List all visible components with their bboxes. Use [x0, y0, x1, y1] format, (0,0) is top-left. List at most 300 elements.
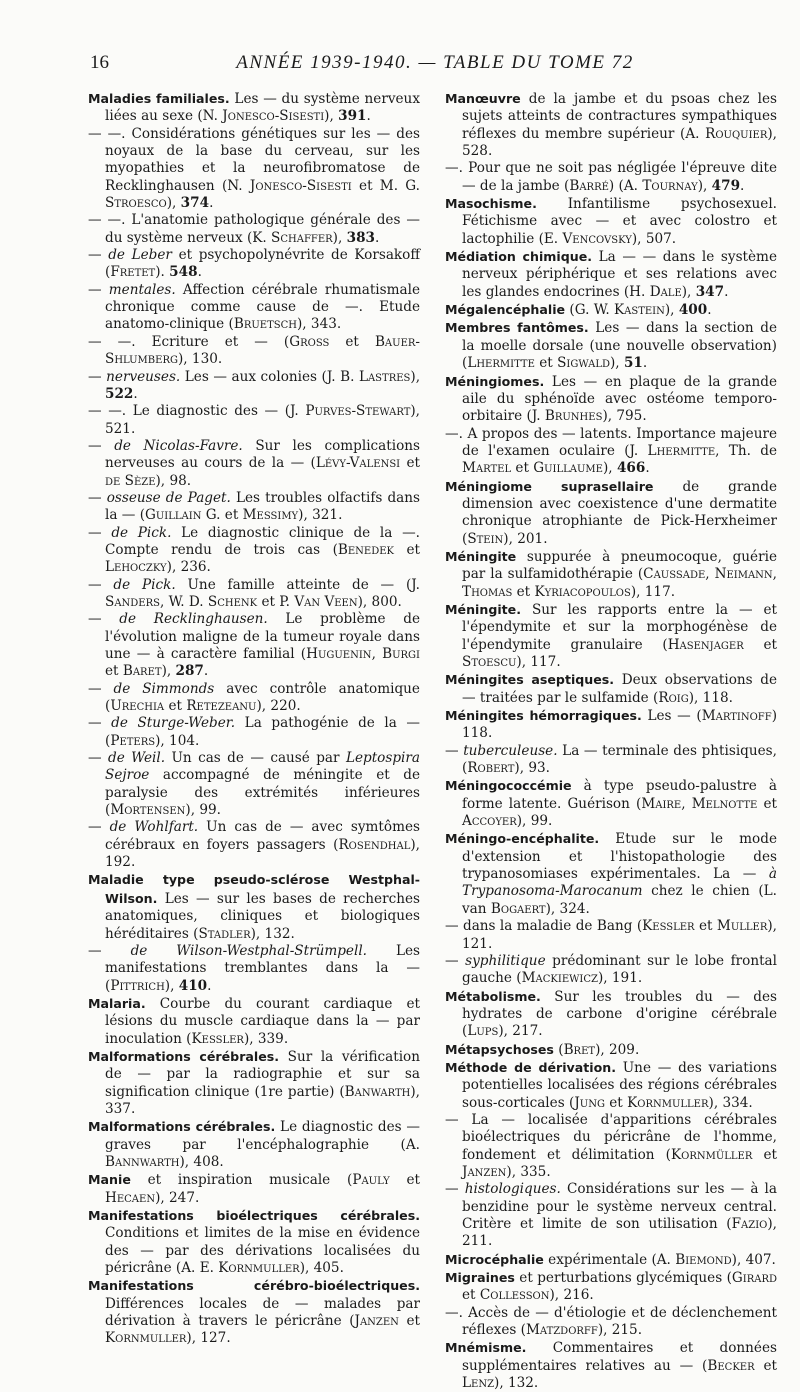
entry-text: Lhermitte [467, 355, 535, 372]
entry-text: Kessler [191, 1030, 244, 1047]
entry-text: de Recklinghausen. [119, 611, 268, 628]
entry-text: 391 [338, 108, 367, 125]
index-entry [445, 248, 777, 301]
entry-text: Brunhes [544, 408, 603, 425]
entry-text: de Pick. [113, 576, 176, 593]
entry-text: Messimy [242, 507, 299, 524]
entry-text: ), 130. [177, 351, 223, 368]
entry-text: de Weil. [108, 750, 166, 767]
entry-text: Hasenjager [667, 636, 744, 653]
entry-text: ), 99. [185, 802, 221, 819]
index-entry [88, 1048, 420, 1118]
page-header [90, 52, 780, 76]
entry-text: — [88, 281, 109, 298]
entry-headword: Malaria. [88, 995, 146, 1011]
index-entry [88, 490, 420, 525]
entry-text: et [754, 1357, 777, 1374]
entry-text: Sanders [105, 593, 160, 610]
entry-text: . [375, 229, 380, 246]
entry-text: 410 [178, 977, 208, 994]
index-entry [445, 1181, 777, 1250]
entry-text: Thomas [462, 583, 513, 600]
entry-headword: Médiation chimique. [445, 249, 593, 265]
entry-text: et [400, 455, 420, 472]
entry-text: Huguenin [306, 646, 372, 662]
entry-text: , Th. de [715, 442, 777, 459]
entry-text: Lenz [462, 1375, 495, 1392]
entry-text: Lastres [358, 368, 411, 385]
entry-text: — [445, 742, 464, 759]
entry-text: . [133, 385, 138, 402]
entry-text: Jung [574, 1094, 605, 1111]
entry-text: ), 795. [602, 408, 647, 425]
entry-text: ), 99. [516, 813, 553, 830]
entry-headword: Méningococcémie [445, 778, 572, 794]
entry-text: ( [553, 1041, 564, 1058]
entry-text: , W. D. [159, 593, 208, 610]
entry-text: Kornmuller [627, 1094, 709, 1111]
entry-text: Kyriacopoulos [534, 583, 631, 600]
entry-text: ), 93. [514, 760, 550, 777]
entry-text: Rouquier [705, 125, 768, 142]
entry-text: Schenk [207, 593, 258, 610]
entry-headword: Méningite. [445, 601, 521, 617]
entry-text: — [88, 750, 108, 767]
entry-text: ), [664, 302, 679, 319]
entry-text: Stadler [198, 925, 251, 942]
entry-text: de Leber [108, 247, 172, 264]
entry-text: Considérations sur les — à la benzidine pour le système nerveux central. Critère et limite de son utilisation ( [462, 1181, 777, 1232]
entry-text: ), 192. [105, 836, 420, 871]
entry-text: Benedek [337, 541, 395, 558]
index-entry [88, 438, 420, 490]
entry-text: Martinoff [701, 708, 772, 725]
entry-headword: Maladie type pseudo-sclérose Westphal-Wilson. [88, 872, 420, 906]
entry-text: Etude sur le mode d'extension et l'histopathologie des trypanosomiases expérimentales. La — [462, 831, 777, 883]
entry-text: Kastein [613, 302, 665, 319]
entry-text: Bruetsch [233, 316, 297, 333]
index-entry [88, 1207, 420, 1277]
entry-text: G. et [201, 507, 243, 524]
entry-text: ), 800. [357, 593, 402, 610]
entry-text: ), 127. [186, 1330, 231, 1347]
entry-text: — [88, 524, 112, 541]
entry-text: et [694, 918, 717, 935]
entry-text: — [88, 715, 112, 732]
index-entry [445, 777, 777, 830]
entry-text: Lévy-Valensi [315, 455, 401, 472]
entry-text: — —. Considérations génétiques sur les — des noyaux de la base du cerveau, sur les myopathies et la neurofibromatose de Recklinghausen (N. [88, 125, 420, 194]
entry-text: Sur les rapports entre la — et l'épendymite et sur la morphogénèse de l'épendymite granulaire ( [462, 601, 777, 653]
index-entry [445, 1251, 777, 1269]
entry-headword: Maladies familiales. [88, 91, 230, 106]
entry-text: Hecaen [105, 1189, 156, 1206]
entry-text: Lehoczky [105, 559, 167, 576]
entry-text: Martel [462, 460, 512, 477]
entry-text: —. A propos des — latents. Importance majeure de l'examen oculaire (J. [445, 425, 777, 459]
entry-text: Melnotte [691, 795, 758, 812]
entry-text: Muller [716, 918, 768, 935]
entry-text: ), 405. [299, 1260, 344, 1277]
entry-text: de Wohlfart. [109, 819, 199, 836]
entry-text: La — terminale des phtisiques, ( [462, 742, 777, 777]
entry-text: . [740, 177, 745, 194]
index-entry [445, 671, 777, 707]
entry-text: histologiques. [464, 1181, 561, 1198]
entry-text: et [389, 1172, 420, 1189]
entry-text: à Trypanosoma-Marocanum [462, 866, 777, 900]
entry-text: et [164, 698, 187, 715]
entry-text: La pathogénie de la — ( [105, 715, 421, 749]
entry-text: Les — du système nerveux liées au sexe (N. [105, 91, 420, 125]
entry-text: osseuse de Paget. [106, 489, 231, 506]
entry-text: ), 211. [462, 1216, 777, 1250]
entry-headword: Métabolisme. [445, 988, 541, 1004]
entry-text: tuberculeuse. [463, 742, 558, 759]
index-entry [445, 707, 777, 743]
entry-headword: Mnémisme. [445, 1340, 527, 1356]
entry-text: Banwarth [344, 1083, 411, 1100]
entry-text: accompagné de méningite et de paralysie des extrémités inférieures ( [105, 767, 420, 819]
entry-text: Schaffer [271, 229, 333, 246]
index-entry [88, 611, 420, 680]
entry-text: 548 [169, 264, 198, 281]
page-number: 16 [90, 52, 109, 73]
entry-text: — dans la maladie de Bang ( [445, 918, 643, 935]
index-entry [445, 1112, 777, 1181]
entry-text: ), 324. [545, 900, 590, 917]
entry-text: ), 201. [503, 530, 548, 547]
entry-text: et [511, 460, 534, 477]
index-entry [445, 1339, 777, 1392]
entry-text: . [203, 663, 209, 680]
running-title: ANNÉE 1939-1940. — TABLE DU TOME 72 [236, 52, 634, 73]
entry-text: Sur les troubles du — des hydrates de carbone d'origine cérébrale ( [462, 988, 777, 1040]
entry-text: Janzen [354, 1313, 399, 1330]
entry-text: syphilitique [465, 952, 546, 969]
entry-text: de Nicolas-Favre. [114, 437, 243, 454]
entry-text: Les troubles olfactifs dans la — ( [105, 489, 420, 524]
index-entry [445, 426, 777, 478]
entry-text: , [772, 566, 777, 583]
entry-text: ), [161, 663, 176, 680]
entry-text: — [88, 489, 107, 506]
index-entry [445, 373, 777, 426]
entry-text: Biemond [675, 1251, 732, 1268]
entry-text: Sur la vérification de — par la radiographie et sur sa signification clinique (1re partie) ( [105, 1048, 420, 1100]
entry-text: Peters [110, 732, 156, 749]
entry-text: 51 [623, 355, 643, 372]
entry-text: ), [410, 368, 421, 385]
entry-text: prédominant sur le lobe frontal gauche ( [462, 952, 777, 987]
entry-text: 400 [678, 302, 708, 319]
entry-text: Les manifestations tremblantes dans la — ( [105, 942, 421, 994]
index-entry [445, 1269, 777, 1305]
entry-text: Jonesco-Sisesti [222, 108, 325, 125]
entry-text: Matzdorff [525, 1322, 598, 1339]
entry-text: Bannwarth [105, 1153, 180, 1170]
index-entry [445, 1059, 777, 1112]
entry-text: ) (A. [608, 177, 643, 194]
entry-text: et [512, 583, 535, 600]
index-entry [88, 681, 420, 716]
entry-text: nerveuses. [106, 368, 181, 385]
entry-text: Conditions et limites de la mise en évidence des — par des dérivations localisées du péricrâne (A. E. [105, 1225, 420, 1277]
entry-text: et [604, 1094, 628, 1111]
entry-headword: Manifestations bioélectriques cérébrales. [88, 1208, 420, 1223]
entry-text: Une — des variations potentielles localisées des régions cérébrales sous-corticales ( [462, 1059, 777, 1111]
entry-text: et [752, 1146, 777, 1163]
entry-text: suppurée à pneumocoque, guérie par la sulfamidothérapie ( [462, 548, 777, 583]
index-entry [445, 601, 777, 671]
index-entry [88, 369, 420, 404]
index-entry [88, 1118, 420, 1171]
entry-text: . [366, 108, 371, 125]
entry-text: Collesson [479, 1287, 550, 1304]
index-entry [445, 1041, 777, 1059]
entry-text: et P. [257, 593, 295, 610]
index-entry [88, 247, 420, 282]
entry-text: Le diagnostic des — graves par l'encéphalographie (A. [105, 1119, 420, 1153]
entry-text: mentales. [108, 281, 176, 298]
entry-text: Pittrich [110, 977, 165, 994]
entry-text: 383 [346, 229, 376, 246]
entry-text: expérimentale (A. [543, 1251, 676, 1268]
entry-text: Le diagnostic clinique de la —. Compte rendu de trois cas ( [105, 524, 420, 558]
entry-text: (G. W. [565, 302, 614, 319]
entry-text: ), [332, 229, 347, 246]
index-entry [88, 1277, 420, 1347]
entry-headword: Mégalencéphalie [445, 302, 566, 318]
entry-text: Pauly [352, 1172, 390, 1189]
entry-text: 466 [616, 460, 646, 477]
entry-text: Les — ( [641, 708, 702, 725]
entry-text: ), 118. [688, 689, 733, 706]
entry-text: Retezeanu [186, 698, 257, 715]
entry-text: — [88, 437, 115, 454]
entry-text: — [445, 1181, 465, 1198]
entry-text: Lhermitte [647, 442, 716, 459]
entry-text: et [534, 355, 558, 372]
entry-headword: Migraines [445, 1270, 515, 1286]
entry-text: de la jambe et du psoas chez les sujets atteints de contractures sympathiques réflexes du membre supérieur (A. [462, 91, 777, 142]
entry-text: ), 507. [631, 230, 677, 247]
entry-text: ), [697, 177, 712, 194]
entry-text: Neimann [714, 566, 773, 583]
index-entry [445, 90, 777, 160]
entry-text: — La — localisée d'apparitions cérébrales bioélectriques du péricrâne de l'homme, fondement et délimitation ( [445, 1111, 777, 1163]
entry-headword: Méningites aseptiques. [445, 672, 615, 688]
entry-text: Mortensen [110, 802, 186, 819]
entry-text: Stein [467, 530, 504, 547]
entry-text: Leptospira Sejroe [105, 750, 420, 784]
entry-text: ), [609, 355, 624, 372]
entry-text: Kessler [642, 918, 695, 935]
entry-text: ). [155, 264, 170, 281]
entry-text: Les — dans la section de la moelle dorsale (une nouvelle observation) ( [462, 320, 777, 372]
entry-text: avec contrôle anatomique ( [105, 680, 420, 715]
entry-text: et M. G. [351, 177, 421, 194]
entry-text: Roig [658, 689, 689, 706]
entry-text: Bauer-Shlumberg [105, 333, 420, 368]
entry-text: ), 335. [506, 1163, 551, 1180]
entry-text: Mackiewicz [521, 970, 598, 987]
entry-text: et [105, 663, 123, 680]
entry-text: ), 220. [256, 698, 301, 715]
entry-text: Barré [569, 177, 609, 194]
index-entry [445, 160, 777, 195]
entry-text: — [445, 952, 466, 969]
entry-text: ), [164, 977, 179, 994]
entry-text: — [88, 247, 109, 264]
entry-text: — —. L'anatomie pathologique générale des — du système nerveux (K. [88, 212, 420, 246]
index-entry [88, 282, 420, 334]
index-entry [88, 943, 420, 995]
entry-headword: Méningo-encéphalite. [445, 831, 600, 847]
entry-text: ), 215. [597, 1322, 643, 1339]
index-entry [88, 403, 420, 438]
entry-text: de Sèze [105, 472, 156, 489]
index-entry [445, 319, 777, 372]
entry-text: ), 216. [549, 1287, 594, 1304]
entry-text: Bogaert [490, 900, 546, 917]
entry-text: , [681, 795, 692, 812]
entry-text: Stoescu [462, 654, 517, 670]
entry-text: . [645, 460, 650, 477]
entry-text: ), [166, 195, 181, 212]
entry-headword: Manie [88, 1172, 131, 1188]
entry-text: Kornmuller [218, 1260, 300, 1277]
entry-text: Deux observations de — traitées par le sulfamide ( [462, 672, 777, 706]
entry-text: — [88, 368, 107, 385]
entry-text: Affection cérébrale rhumatismale chronique comme cause de —. Etude anatomo-clinique ( [105, 281, 420, 333]
right-index-column [445, 90, 777, 1392]
entry-headword: Méningite [445, 548, 517, 564]
entry-text: Guillaume [533, 460, 603, 477]
index-entry [88, 871, 420, 942]
entry-text: Burgi [382, 646, 420, 662]
entry-text: ) 118. [462, 708, 777, 742]
entry-text: Le problème de l'évolution maligne de la tumeur royale dans une — à caractère familial ( [105, 611, 421, 662]
index-entry [445, 478, 777, 548]
index-entry [88, 334, 420, 369]
entry-text: Courbe du courant cardiaque et lésions du muscle cardiaque dans la — par inoculation ( [105, 995, 420, 1047]
entry-headword: Malformations cérébrales. [88, 1048, 280, 1064]
entry-text: ), 121. [462, 918, 777, 952]
entry-text: Guillain [145, 507, 202, 524]
entry-text: La — — dans le système nerveux périphérique et ses relations avec les glandes endocrines (H. [462, 249, 777, 300]
entry-text: ), 337. [105, 1083, 420, 1117]
entry-headword: Méningiomes. [445, 373, 545, 389]
entry-text: Kornmuller [105, 1330, 187, 1347]
entry-text: de Pick. [111, 524, 172, 541]
entry-text: Tournay [642, 177, 698, 194]
entry-text: Rosendhal [338, 836, 411, 853]
entry-text: , [371, 646, 383, 662]
entry-text: —. Pour que ne soit pas négligée l'épreuve dite — de la jambe ( [445, 160, 777, 194]
index-entry [88, 90, 420, 126]
entry-text: Stroesco [105, 195, 167, 212]
entry-text: Les — sur les bases de recherches anatomiques, cliniques et biologiques héréditaires ( [105, 890, 420, 942]
entry-text: ), 343. [296, 316, 342, 333]
entry-text: 522 [105, 385, 134, 402]
entry-text: ), 191. [597, 970, 643, 987]
entry-text: ), 217. [498, 1023, 543, 1040]
index-entry [445, 548, 777, 601]
entry-text: ), 339. [243, 1030, 289, 1047]
entry-text: ), 521. [105, 403, 420, 437]
entry-text: . [707, 302, 712, 319]
entry-text: — —. Ecriture et — ( [88, 333, 290, 350]
entry-text: Fretet [110, 264, 156, 281]
entry-text: ), 117. [516, 654, 561, 670]
index-entry [88, 212, 420, 247]
entry-text: Gross [289, 333, 330, 350]
entry-headword: Méningiome suprasellaire [445, 478, 654, 494]
entry-text: ), 321. [298, 507, 343, 524]
entry-text: . [724, 283, 729, 300]
index-entry [88, 715, 420, 750]
entry-text: de Simmonds [113, 680, 215, 697]
entry-text: Purves-Stewart [305, 403, 411, 420]
entry-text: Accoyer [462, 813, 517, 830]
entry-text: Girard [731, 1270, 777, 1287]
entry-headword: Masochisme. [445, 196, 537, 212]
entry-text: — [88, 680, 114, 697]
index-entry [88, 750, 420, 819]
left-index-column [88, 90, 420, 1348]
entry-text: —. Accès de — d'étiologie et de déclenchement réflexes ( [445, 1304, 777, 1339]
entry-text: Jonesco-Sisesti [249, 177, 352, 194]
entry-headword: Manifestations cérébro-bioélectriques. [88, 1278, 420, 1294]
entry-text: Infantilisme psychosexuel. Fétichisme avec — et avec colostro et lactophilie (E. [462, 196, 777, 247]
entry-text: à type pseudo-palustre à forme latente. Guérison ( [462, 778, 777, 812]
entry-text: ), 407. [731, 1251, 776, 1268]
entry-headword: Manœuvre [445, 91, 521, 106]
entry-text: ), 132. [494, 1375, 539, 1392]
entry-text: Baret [122, 663, 162, 680]
entry-text: Différences locales de — malades par dérivation à travers le péricrâne ( [105, 1295, 420, 1330]
entry-headword: Méthode de dérivation. [445, 1059, 616, 1075]
entry-text: ), 247. [155, 1189, 200, 1206]
entry-text: Une famille atteinte de — (J. [175, 576, 420, 593]
entry-text: — [88, 942, 131, 959]
index-entry [88, 819, 420, 871]
entry-text: de Wilson-Westphal-Strümpell. [130, 942, 367, 959]
entry-text: ), [681, 283, 696, 300]
entry-headword: Malformations cérébrales. [88, 1119, 276, 1135]
entry-text: ), 236. [166, 559, 211, 576]
entry-text: Urechia [110, 698, 165, 715]
index-entry [445, 953, 777, 988]
entry-text: et [329, 333, 375, 350]
entry-text: ), 408. [179, 1153, 224, 1170]
entry-text: . [209, 195, 214, 212]
entry-text: Lups [467, 1023, 499, 1040]
index-entry [445, 988, 777, 1041]
index-entry [445, 301, 777, 319]
entry-text: et [743, 636, 777, 653]
index-entry [88, 577, 420, 612]
entry-text: et [757, 795, 777, 812]
entry-headword: Microcéphalie [445, 1251, 544, 1267]
entry-headword: Membres fantômes. [445, 320, 589, 336]
entry-text: Sur les complications nerveuses au cours de la — ( [105, 437, 420, 472]
entry-text: ), 132. [250, 925, 295, 942]
index-entry [445, 743, 777, 778]
index-entry [88, 126, 420, 213]
entry-text: et perturbations glycémiques ( [514, 1270, 732, 1287]
